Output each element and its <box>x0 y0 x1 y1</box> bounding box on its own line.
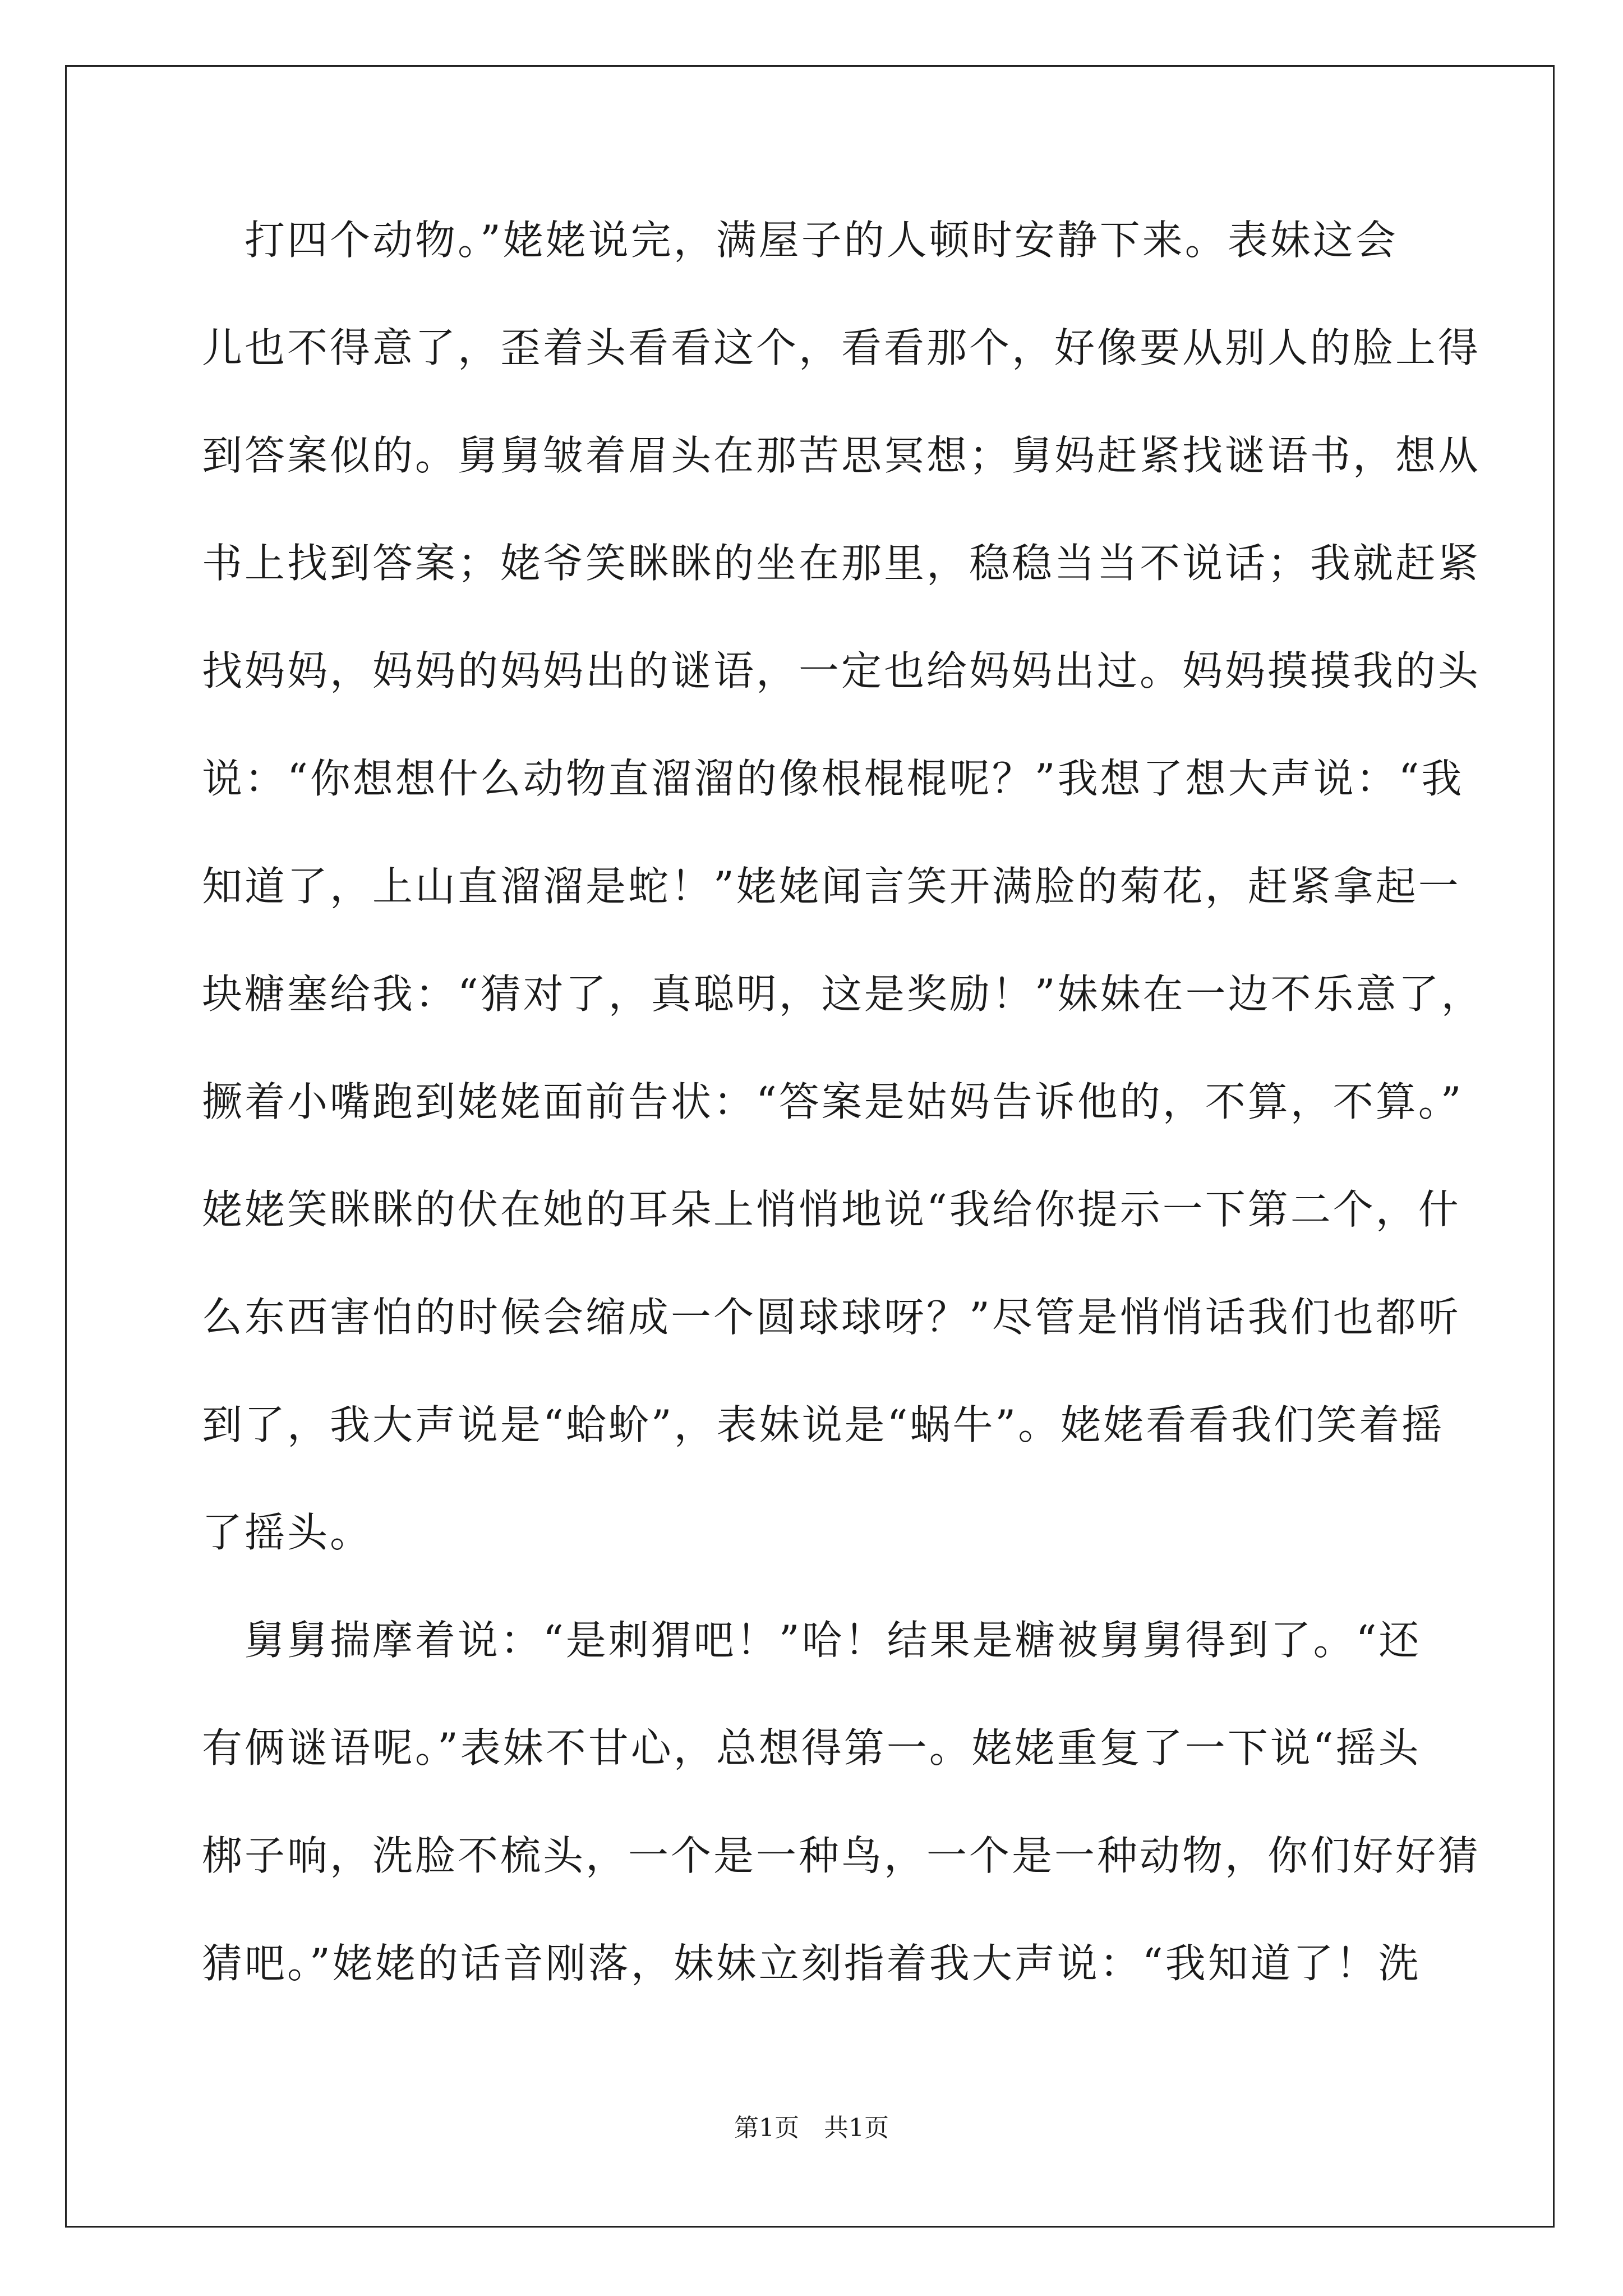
text-line: 块糖塞给我：“猜对了，真聪明，这是奖励！”妹妹在一边不乐意了， <box>202 970 1484 1018</box>
text-line: 猜吧。”姥姥的话音刚落，妹妹立刻指着我大声说：“我知道了！洗 <box>202 1940 1421 1987</box>
text-line: 么东西害怕的时候会缩成一个圆球球呀？”尽管是悄悄话我们也都听 <box>202 1294 1461 1341</box>
text-line: 找妈妈，妈妈的妈妈出的谜语，一定也给妈妈出过。妈妈摸摸我的头 <box>202 647 1481 694</box>
text-line: 撅着小嘴跑到姥姥面前告状：“答案是姑妈告诉他的，不算，不算。” <box>202 1078 1464 1125</box>
text-line: 姥姥笑眯眯的伏在她的耳朵上悄悄地说“我给你提示一下第二个，什 <box>202 1186 1461 1233</box>
text-line: 到答案似的。舅舅皱着眉头在那苦思冥想；舅妈赶紧找谜语书，想从 <box>202 432 1481 479</box>
page-border <box>65 65 1555 2228</box>
text-line: 梆子响，洗脸不梳头，一个是一种鸟，一个是一种动物，你们好好猜 <box>202 1832 1481 1879</box>
text-line: 儿也不得意了，歪着头看看这个，看看那个，好像要从别人的脸上得 <box>202 324 1481 371</box>
text-line: 打四个动物。”姥姥说完，满屋子的人顿时安静下来。表妹这会 <box>202 217 1398 264</box>
page-number-footer: 第1页 共1页 <box>734 2114 889 2142</box>
text-line: 书上找到答案；姥爷笑眯眯的坐在那里，稳稳当当不说话；我就赶紧 <box>202 540 1481 587</box>
text-line: 说：“你想想什么动物直溜溜的像根棍棍呢？”我想了想大声说：“我 <box>202 755 1464 802</box>
text-line: 了摇头。 <box>202 1509 373 1556</box>
text-line: 有俩谜语呢。”表妹不甘心，总想得第一。姥姥重复了一下说“摇头 <box>202 1724 1421 1772</box>
text-line: 到了，我大声说是“蛤蚧”，表妹说是“蜗牛”。姥姥看看我们笑着摇 <box>202 1401 1445 1448</box>
text-line: 知道了，上山直溜溜是蛇！”姥姥闻言笑开满脸的菊花，赶紧拿起一 <box>202 863 1461 910</box>
text-line: 舅舅揣摩着说：“是刺猬吧！”哈！结果是糖被舅舅得到了。“还 <box>202 1617 1422 1664</box>
